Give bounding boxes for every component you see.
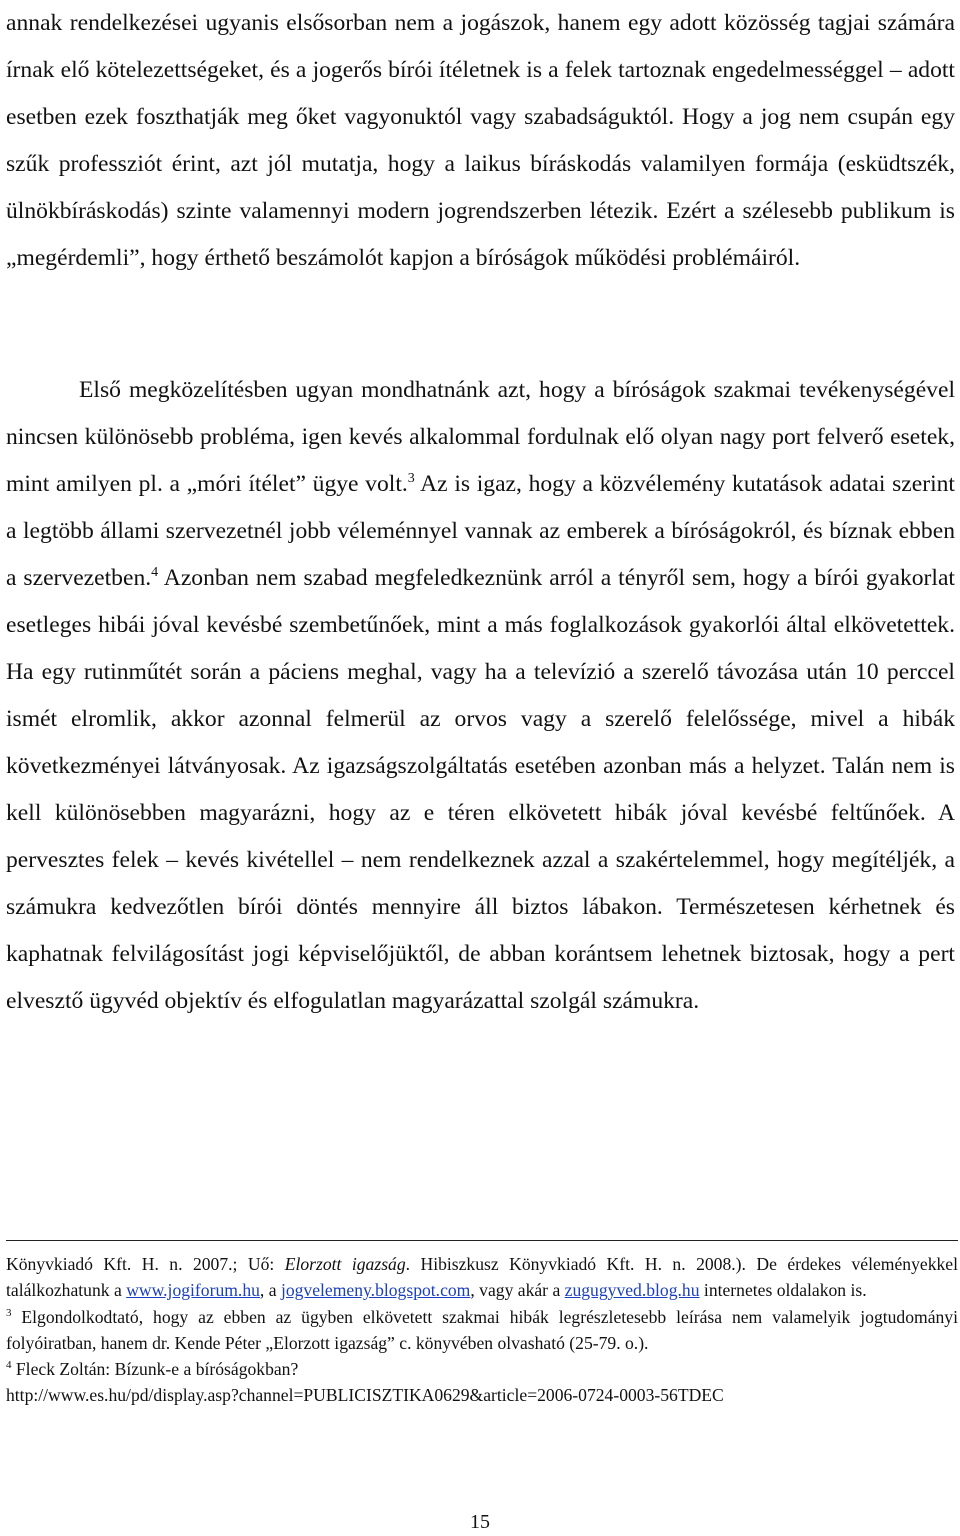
footnote-continued-text-2: . Hibiszkusz Könyvkiadó Kft. H. n. 2008.). De érdekes véleményekkel találkozhatunk a [6,1254,958,1301]
footnote-separator [6,1240,958,1241]
paragraph-2-part-2: Az is igaz, hogy a közvélemény kutatások adatai szerint a legtöbb állami szervezetnél jobb véleménnyel vannak az emberek a bíróságokról, és bíznak ebben a szervezetben. [6,471,955,591]
paragraph-2-part-3: Azonban nem szabad megfeledkeznünk arról a tényről sem, hogy a bírói gyakorlat esetleges hibái jóval kevésbé szembetűnőek, mint a más foglalkozások gyakorlói által elkövetettek. Ha egy rutinműtét során a páciens meghal, vagy ha a televízió a szerelő távozása után 10 perccel ismét elromlik, akkor azonnal felmerül az orvos vagy a szerelő felelőssége, mivel a hibák következményei látványosak. Az igazságszolgáltatás esetében azonban más a helyzet. Talán nem is kell különösebben magyarázni, hogy az e téren elkövetett hibák jóval kevésbé feltűnőek. A pervesztes felek – kevés kivétellel – nem rendelkeznek azzal a szakértelemmel, hogy megítéljék, a számukra kedvezőtlen bírói döntés mennyire áll biztos lábakon. Természetesen kérhetnek és kaphatnak felvilágosítást jogi képviselőjüktől, de abban korántsem lehetnek biztosak, hogy a pert elvesztő ügyvéd objektív és elfogulatlan magyarázattal szolgál számukra. [6,565,955,1014]
paragraph-1: annak rendelkezései ugyanis elsősorban nem a jogászok, hanem egy adott közösség tagjai számára írnak elő kötelezettségeket, és a jogerős bírói ítéletnek is a felek tartoznak engedelmességgel – adott esetben ezek foszthatják meg őket vagyonuktól vagy szabadságuktól. Hogy a jog nem csupán egy szűk professziót érint, azt jól mutatja, hogy a laikus bíráskodás valamilyen formája (esküdtszék, ülnökbíráskodás) szinte valamennyi modern jogrendszerben létezik. Ezért a szélesebb publikum is „megérdemli”, hogy érthető beszámolót kapjon a bíróságok működési problémáiról. [6,10,955,271]
footnote-4 [6,1356,958,1409]
footnote-ref-4[interactable]: 4 [151,565,159,580]
page-number: 15 [470,1511,490,1533]
footnote-continued [6,1251,958,1304]
footnote-4-text: Fleck Zoltán: Bízunk-e a bíróságokban? [11,1359,299,1380]
footnote-3 [6,1304,958,1357]
footnote-3-number: 3 [6,1306,12,1319]
paragraph-2 [6,367,955,1025]
footnote-separator-text-2: , vagy akár a [470,1280,565,1301]
footnote-3-text: Elgondolkodtató, hogy az ebben az ügyben elkövetett szakmai hibák legrészletesebb leírása nem valamelyik jogtudományi folyóiratban, hanem dr. Kende Péter „Elorzott igazság” c. könyvében olvasható (25-79. o.). [6,1306,958,1353]
footnotes [6,1251,958,1409]
link-jogiforum[interactable]: www.jogiforum.hu [126,1280,260,1301]
footnote-continued-text: Könyvkiadó Kft. H. n. 2007.; Uő: [6,1254,285,1274]
footnote-4-url: http://www.es.hu/pd/display.asp?channel=PUBLICISZTIKA0629&article=2006-0724-0003-56TDEC [6,1385,724,1406]
footnote-ref-3[interactable]: 3 [407,471,415,486]
footnote-separator-text-1: , a [259,1280,281,1301]
link-jogvelemeny[interactable]: jogvelemeny.blogspot.com [280,1280,471,1301]
footnote-continued-text-3: internetes oldalakon is. [699,1280,867,1301]
link-zugugyved[interactable]: zugugyved.blog.hu [564,1280,700,1301]
footnote-4-number: 4 [6,1359,12,1372]
paragraph-2-part-1: Első megközelítésben ugyan mondhatnánk azt, hogy a bíróságok szakmai tevékenységével nincsen különösebb probléma, igen kevés alkalommal fordulnak elő olyan nagy port felverő esetek, mint amilyen pl. a „móri ítélet” ügye volt. [6,377,955,497]
book-title: Elorzott igazság [284,1254,406,1274]
